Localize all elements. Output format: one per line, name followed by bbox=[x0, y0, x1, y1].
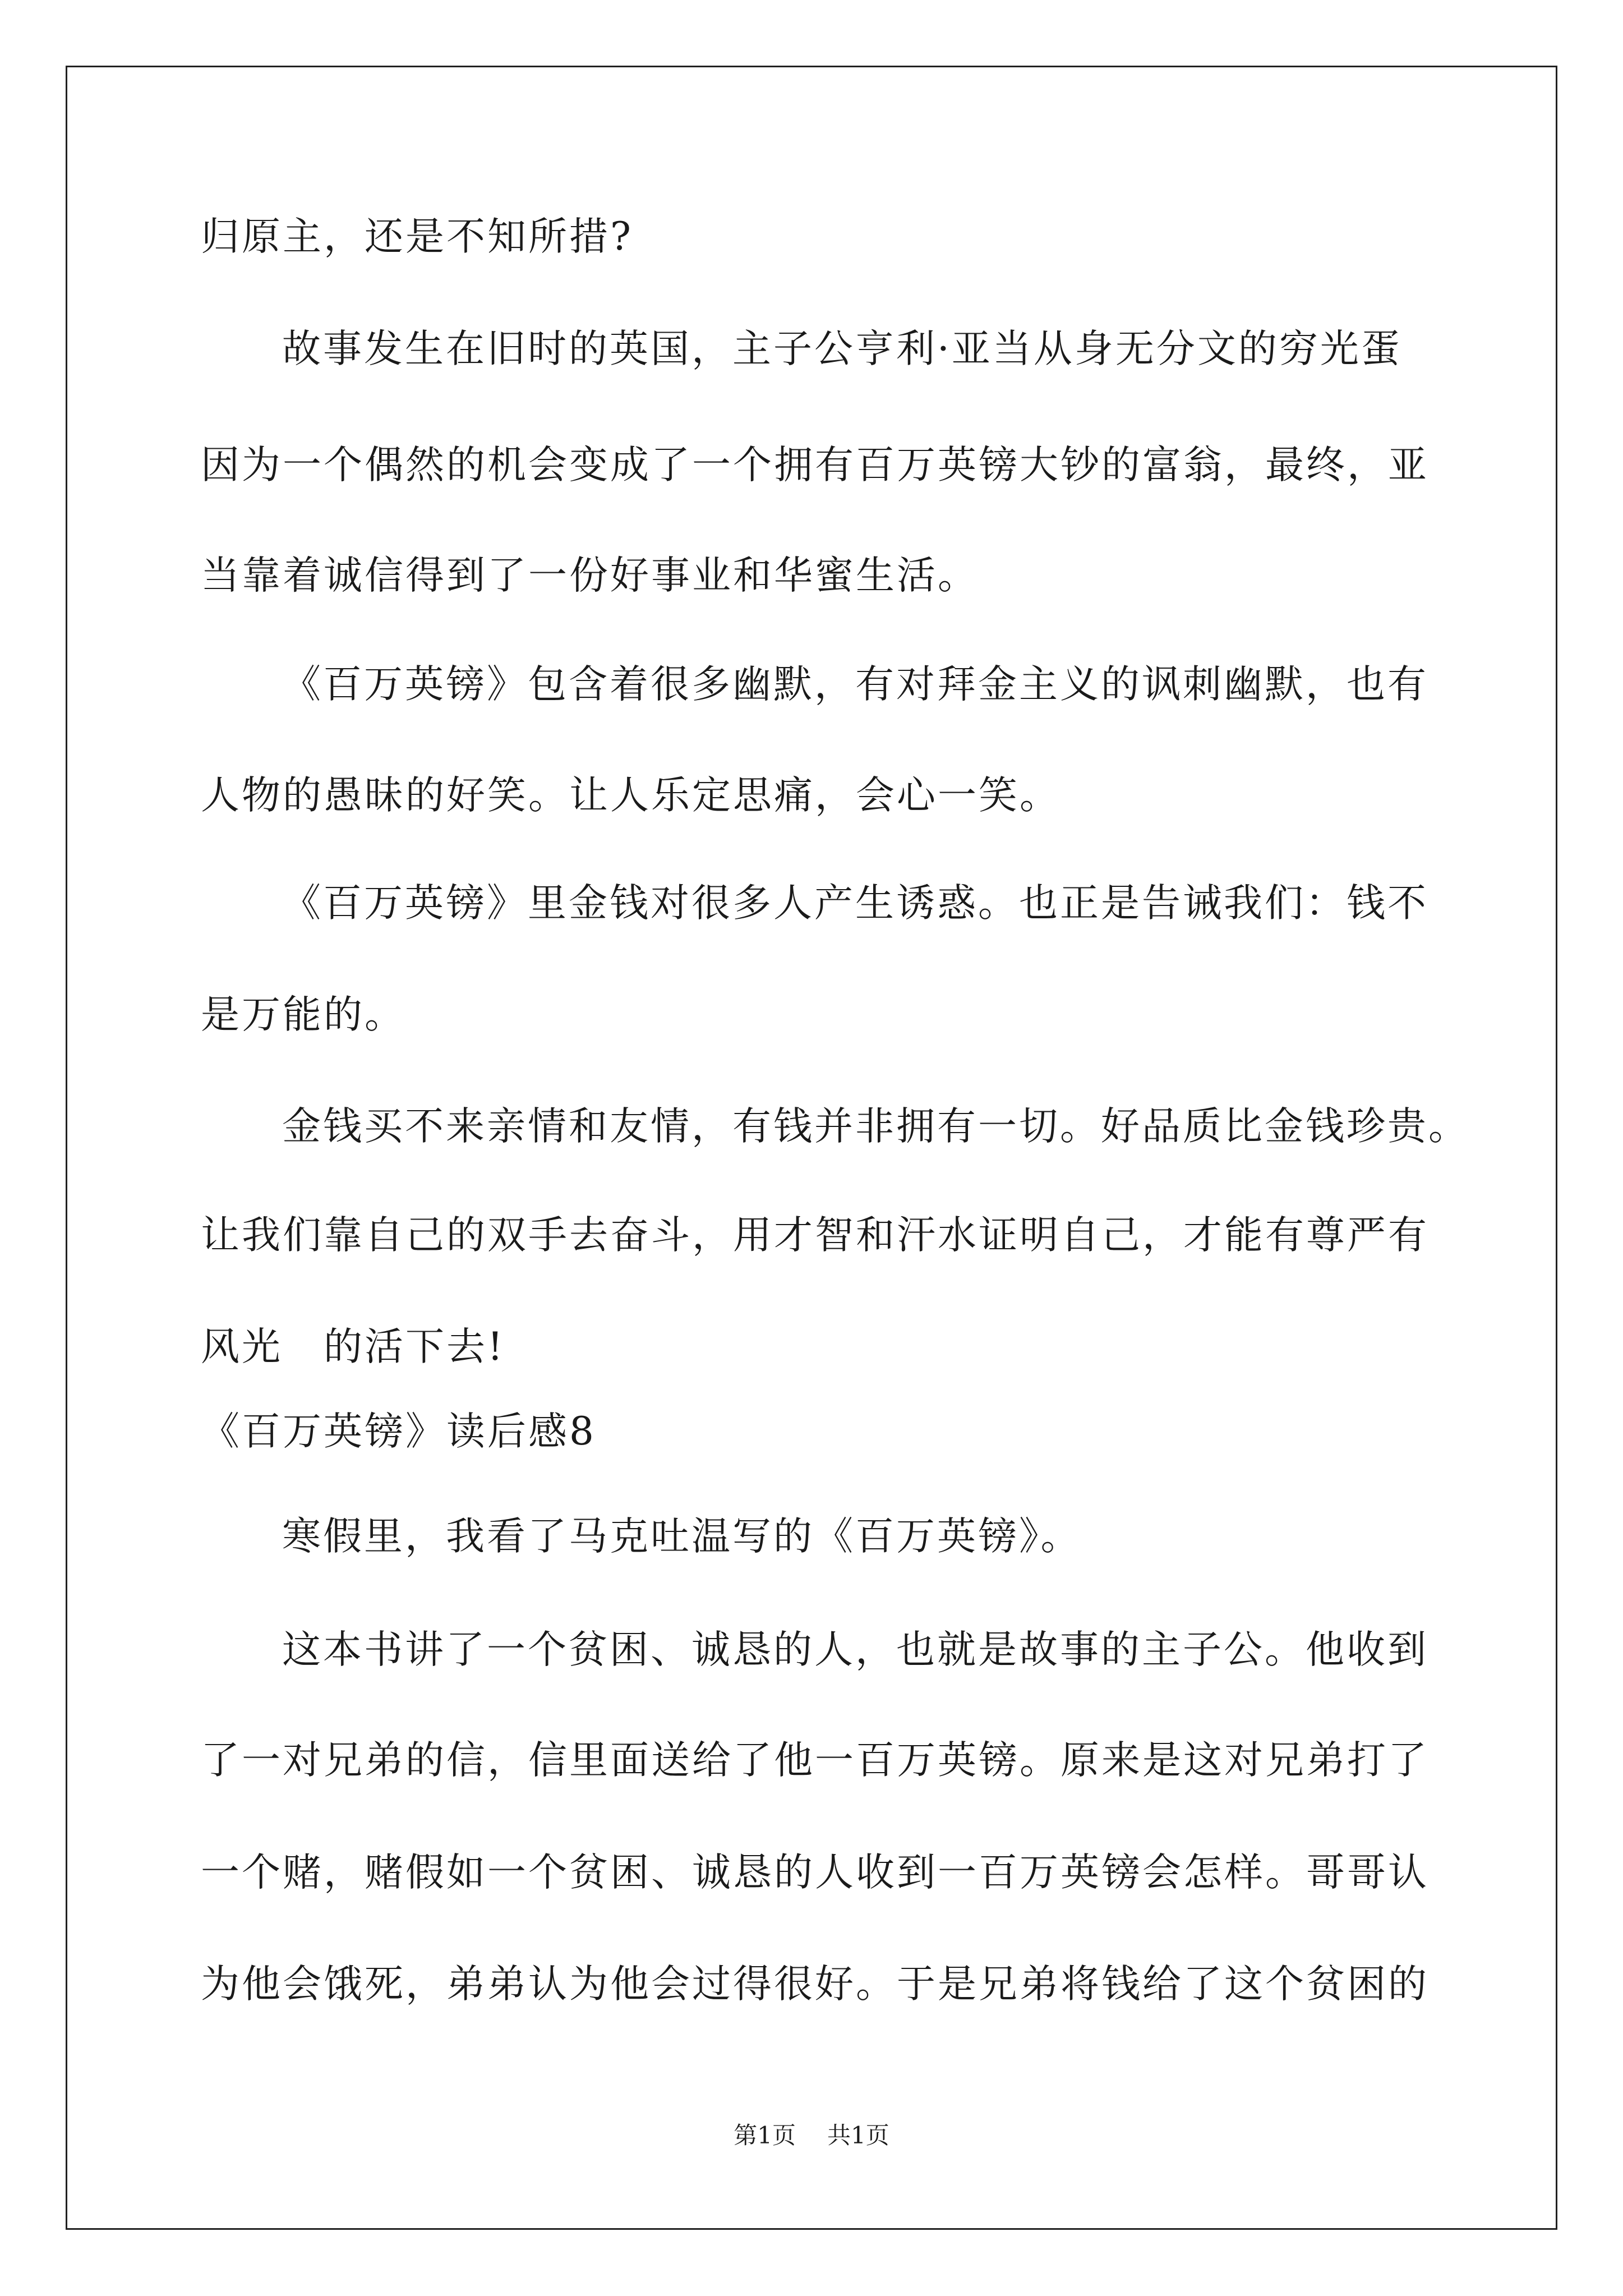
text-line: 当靠着诚信得到了一份好事业和华蜜生活。 bbox=[201, 553, 979, 598]
text-line: 寒假里，我看了马克吐温写的《百万英镑》。 bbox=[282, 1514, 1082, 1559]
text-line: 归原主，还是不知所措? bbox=[201, 214, 633, 259]
text-line: 金钱买不来亲情和友情，有钱并非拥有一切。好品质比金钱珍贵。 bbox=[282, 1104, 1469, 1149]
text-line: 一个赌，赌假如一个贫困、诚恳的人收到一百万英镑会怎样。哥哥认 bbox=[201, 1850, 1429, 1895]
text-line: 为他会饿死，弟弟认为他会过得很好。于是兄弟将钱给了这个贫困的 bbox=[201, 1962, 1429, 2007]
text-line: 《百万英镑》里金钱对很多人产生诱惑。也正是告诫我们：钱不 bbox=[282, 881, 1428, 926]
text-line: 让我们靠自己的双手去奋斗，用才智和汗水证明自己，才能有尊严有 bbox=[201, 1213, 1429, 1258]
text-line: 人物的愚昧的好笑。让人乐定思痛，会心一笑。 bbox=[201, 773, 1061, 818]
page-footer bbox=[0, 2119, 1623, 2152]
text-line: 《百万英镑》包含着很多幽默，有对拜金主义的讽刺幽默，也有 bbox=[282, 662, 1428, 707]
text-line: 故事发生在旧时的英国，主子公亨利·亚当从身无分文的穷光蛋 bbox=[282, 326, 1402, 371]
text-line: 这本书讲了一个贫困、诚恳的人，也就是故事的主子公。他收到 bbox=[282, 1627, 1428, 1672]
text-line: 风光 的活下去! bbox=[201, 1324, 505, 1369]
text-line: 了一对兄弟的信，信里面送给了他一百万英镑。原来是这对兄弟打了 bbox=[201, 1738, 1429, 1783]
page-total: 共1页 bbox=[827, 2122, 889, 2149]
page-number: 第1页 bbox=[734, 2122, 796, 2149]
text-line: 因为一个偶然的机会变成了一个拥有百万英镑大钞的富翁，最终，亚 bbox=[201, 443, 1429, 487]
text-line: 是万能的。 bbox=[201, 992, 405, 1037]
section-heading: 《百万英镑》读后感8 bbox=[201, 1409, 596, 1454]
